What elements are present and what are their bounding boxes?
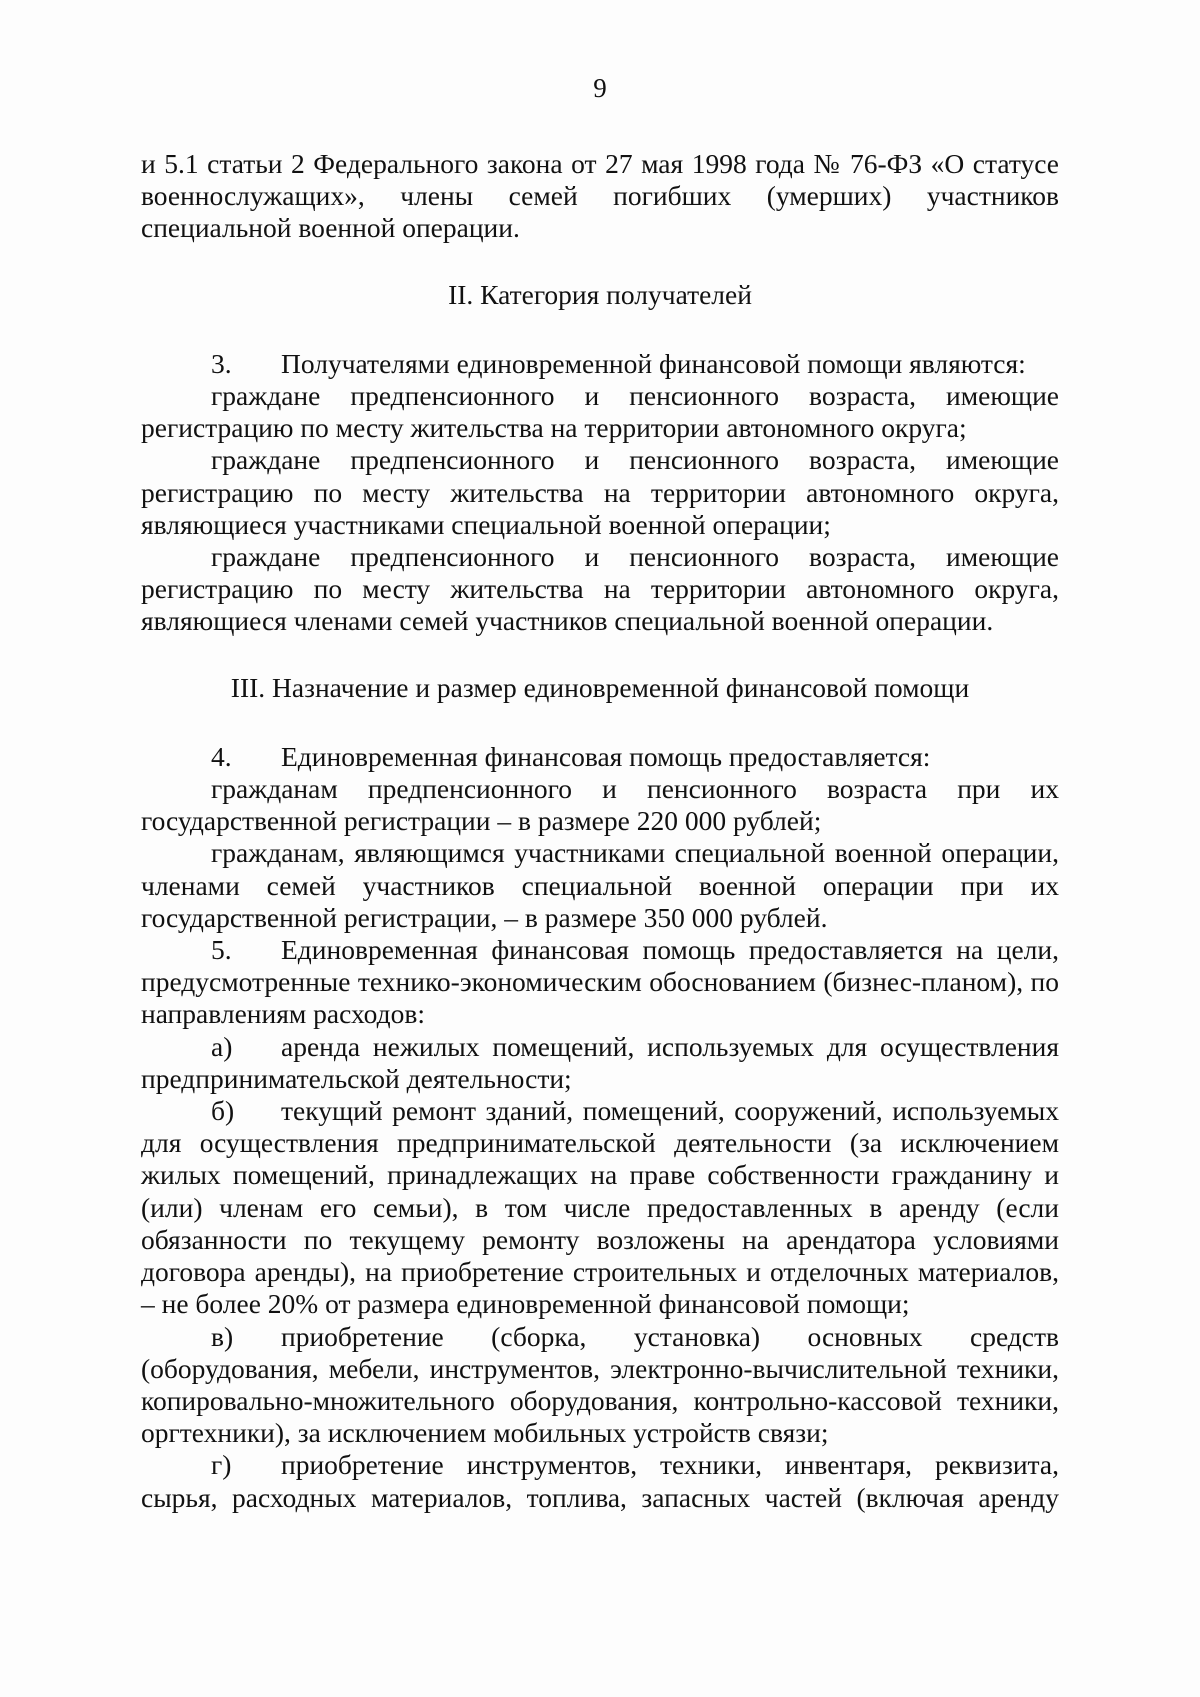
item-3 xyxy=(141,348,1059,380)
sub-item-label: а) xyxy=(211,1030,233,1062)
intro-line-3: специальной военной операции. xyxy=(141,212,520,244)
sub-item-text: приобретение инструментов, техники, инвентаря, реквизита, сырья, расходных материалов, топлива, запасных частей (включая аренду xyxy=(141,1449,1059,1513)
item-5 xyxy=(141,934,1059,1031)
intro-line-1: и 5.1 статьи 2 Федерального закона от 27 мая 1998 года № 76-ФЗ «О статусе xyxy=(141,148,1059,179)
sub-item-text: приобретение (сборка, установка) основных средств (оборудования, мебели, инструментов, электронно-вычислительной техники, копировально-множительного оборудования, контрольно-кассовой техники, оргтехники), за исключением мобильных устройств связи; xyxy=(141,1320,1059,1449)
item-4-text: Единовременная финансовая помощь предоставляется: xyxy=(281,740,931,772)
sub-item-v xyxy=(141,1321,1059,1450)
item-5-number: 5. xyxy=(211,934,232,966)
document-body xyxy=(141,148,1059,1514)
sub-item-label: б) xyxy=(211,1095,235,1127)
sub-item-text: текущий ремонт зданий, помещений, сооружений, используемых для осуществления предпринимательской деятельности (за исключением жилых помещений, принадлежащих на праве собственности гражданину и (или) членам его семьи), в том числе предоставленных в аренду (если обязанности по текущему ремонту возложены на арендатора условиями договора аренды), на приобретение строительных и отделочных материалов, – не более 20% от размера единовременной финансовой помощи; xyxy=(141,1095,1059,1320)
recipient-paragraph: граждане предпенсионного и пенсионного возраста, имеющие регистрацию по месту жительства на территории автономного округа; xyxy=(141,380,1059,444)
sub-item-b xyxy=(141,1095,1059,1320)
recipient-paragraph: граждане предпенсионного и пенсионного возраста, имеющие регистрацию по месту жительства на территории автономного округа, являющиеся участниками специальной военной операции; xyxy=(141,444,1059,540)
section-heading-3: III. Назначение и размер единовременной финансовой помощи xyxy=(230,671,970,703)
sub-item-text: аренда нежилых помещений, используемых для осуществления предпринимательской деятельности; xyxy=(141,1030,1059,1094)
item-4-number: 4. xyxy=(211,740,232,772)
item-3-number: 3. xyxy=(211,347,232,379)
sub-item-g xyxy=(141,1449,1059,1513)
item-5-text: Единовременная финансовая помощь предоставляется на цели, предусмотренные технико-экономическим обоснованием (бизнес-планом), по направлениям расходов: xyxy=(141,934,1059,1030)
sub-item-label: в) xyxy=(211,1320,234,1352)
sub-item-a xyxy=(141,1031,1059,1095)
section-heading-2: II. Категория получателей xyxy=(448,278,752,310)
page-number: 9 xyxy=(593,73,607,103)
item-3-text: Получателями единовременной финансовой помощи являются: xyxy=(281,347,1026,379)
item-4-paragraph: гражданам предпенсионного и пенсионного возраста при их государственной регистрации – в размере 220 000 рублей; xyxy=(141,773,1059,837)
item-4-paragraph: гражданам, являющимся участниками специальной военной операции, членами семей участников специальной военной операции при их государственной регистрации, – в размере 350 000 рублей. xyxy=(141,837,1059,933)
recipient-paragraph: граждане предпенсионного и пенсионного возраста, имеющие регистрацию по месту жительства на территории автономного округа, являющиеся членами семей участников специальной военной операции. xyxy=(141,541,1059,637)
intro-line-2: военнослужащих», члены семей погибших (умерших) участников xyxy=(141,180,1059,212)
sub-item-label: г) xyxy=(211,1449,232,1481)
item-4 xyxy=(141,741,1059,773)
